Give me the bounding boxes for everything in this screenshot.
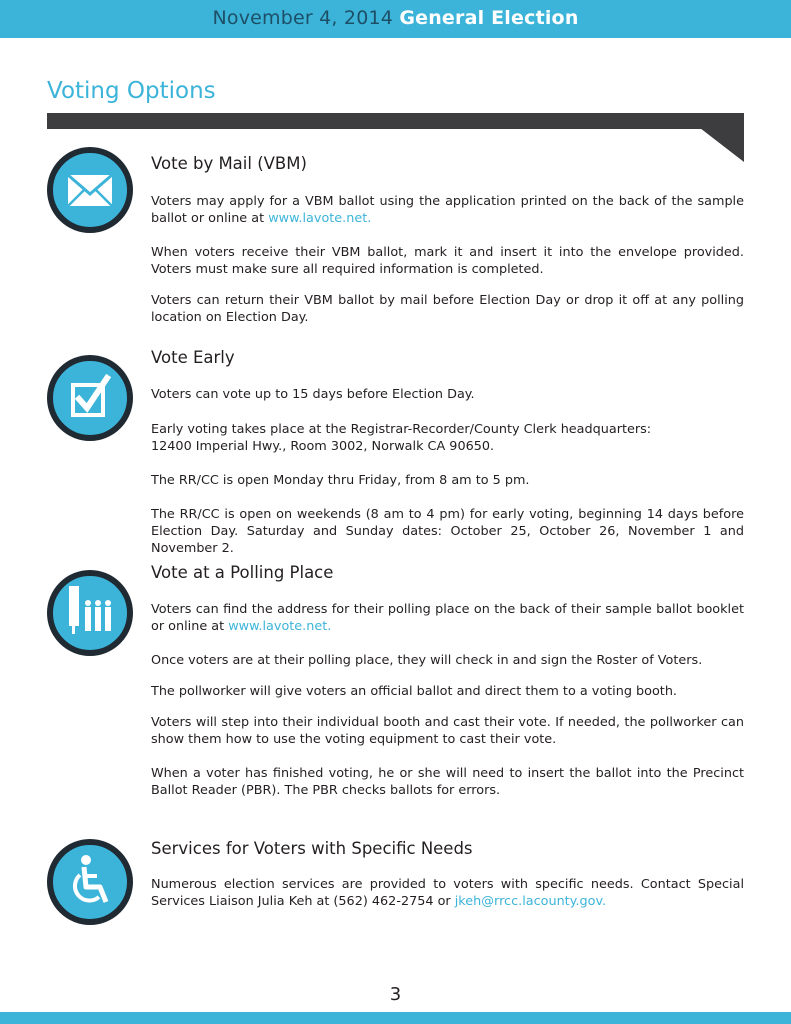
- section-title-polling: Vote at a Polling Place: [151, 563, 334, 582]
- early-paragraph-1: Voters can vote up to 15 days before Election Day.: [151, 387, 475, 402]
- lavote-link[interactable]: www.lavote.net.: [268, 211, 372, 226]
- polling-paragraph-5: When a voter has finished voting, he or she will need to insert the ballot into the Precinct Ballot Reader (PBR). The PBR checks ballots for errors.: [151, 766, 744, 798]
- polling-paragraph-4: Voters will step into their individual booth and cast their vote. If needed, the pollworker can show them how to use the voting equipment to cast their vote.: [151, 715, 744, 747]
- wheelchair-icon: [47, 839, 133, 925]
- polling-paragraph-3: The pollworker will give voters an official ballot and direct them to a voting booth.: [151, 684, 678, 699]
- early-paragraph-3: The RR/CC is open Monday thru Friday, from 8 am to 5 pm.: [151, 473, 530, 488]
- vbm-paragraph-1: Voters may apply for a VBM ballot using the application printed on the back of the sample ballot or online at www.lavote.net.: [151, 194, 744, 226]
- section-title-needs: Services for Voters with Specific Needs: [151, 839, 473, 858]
- vbm-paragraph-3: Voters can return their VBM ballot by mail before Election Day or drop it off at any polling location on Election Day.: [151, 293, 744, 325]
- header-date: November 4, 2014: [212, 7, 394, 29]
- section-title-early: Vote Early: [151, 348, 235, 367]
- section-title-vbm: Vote by Mail (VBM): [151, 154, 307, 173]
- checkbox-icon: [47, 355, 133, 441]
- polling-paragraph-1: Voters can find the address for their polling place on the back of their sample ballot booklet or online at www.lavote.net.: [151, 602, 744, 634]
- title-rule-tab: [700, 128, 744, 162]
- polling-paragraph-2: Once voters are at their polling place, they will check in and sign the Roster of Voters.: [151, 653, 703, 668]
- email-link[interactable]: jkeh@rrcc.lacounty.gov.: [454, 894, 607, 909]
- title-rule: [47, 113, 744, 129]
- early-paragraph-4: The RR/CC is open on weekends (8 am to 4 pm) for early voting, beginning 14 days before Election Day. Saturday and Sunday dates: October 25, October 26, November 1 and November 2.: [151, 507, 744, 556]
- needs-paragraph-1: Numerous election services are provided to voters with specific needs. Contact Special Services Liaison Julia Keh at (562) 462-2754 or jkeh@rrcc.lacounty.gov.: [151, 877, 744, 909]
- voting-booth-icon: [47, 570, 133, 656]
- page-title: Voting Options: [47, 78, 216, 104]
- vbm-paragraph-2: When voters receive their VBM ballot, mark it and insert it into the envelope provided. Voters must make sure all required information is completed.: [151, 245, 744, 277]
- lavote-link[interactable]: www.lavote.net.: [228, 619, 332, 634]
- envelope-icon: [47, 147, 133, 233]
- footer-bar: [0, 1012, 791, 1024]
- header-bar: [0, 0, 791, 38]
- early-paragraph-2: Early voting takes place at the Registrar-Recorder/County Clerk headquarters: 12400 Imperial Hwy., Room 3002, Norwalk CA 90650.: [151, 422, 652, 454]
- header-title: General Election: [399, 7, 579, 29]
- page-number: 3: [389, 984, 402, 1005]
